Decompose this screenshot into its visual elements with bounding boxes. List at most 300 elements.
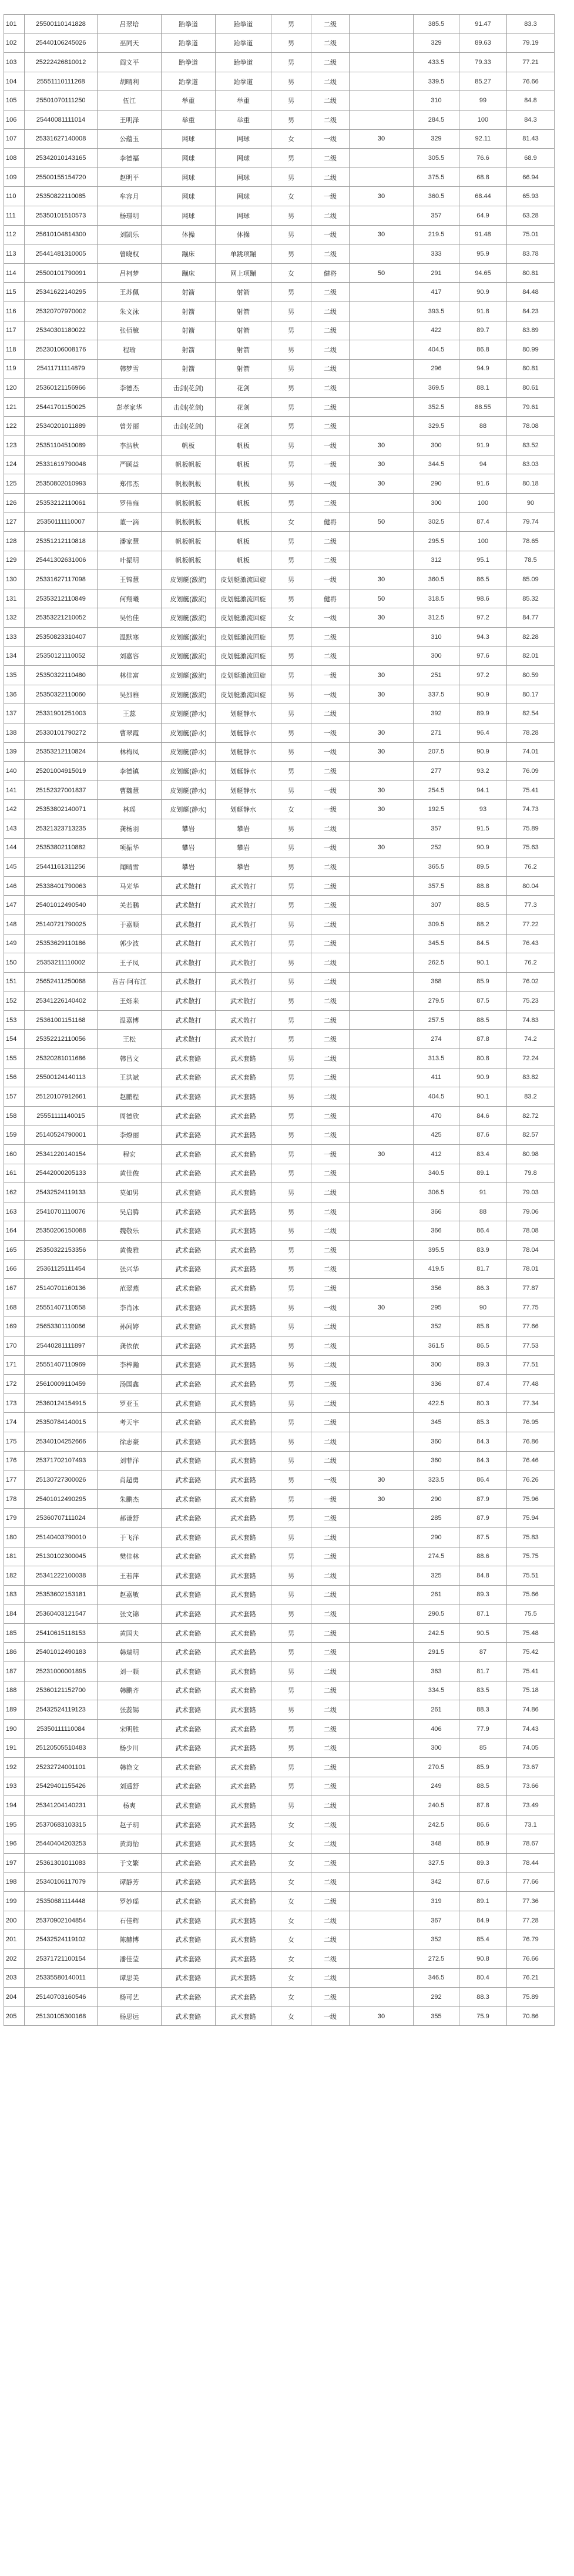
exam-number-cell: 25350784140015 xyxy=(25,1413,98,1432)
row-index-cell: 103 xyxy=(4,53,25,72)
bonus-points-cell xyxy=(350,1451,414,1470)
athlete-name-cell: 关若鹏 xyxy=(98,896,162,915)
gender-cell: 男 xyxy=(271,704,311,723)
gender-cell: 男 xyxy=(271,1413,311,1432)
culture-score-cell: 404.5 xyxy=(414,340,459,360)
athlete-name-cell: 吴怡佳 xyxy=(98,608,162,628)
culture-score-cell: 346.5 xyxy=(414,1968,459,1988)
total-score-cell: 83.2 xyxy=(507,1087,555,1107)
athlete-level-cell: 二级 xyxy=(311,15,350,34)
sport-event-cell: 皮划艇(静水) xyxy=(162,704,216,723)
table-row xyxy=(4,1030,555,1049)
table-row xyxy=(4,1930,555,1949)
total-score-cell: 78.67 xyxy=(507,1834,555,1854)
table-row xyxy=(4,129,555,149)
exam-number-cell: 25401012490295 xyxy=(25,1489,98,1509)
specialty-score-cell: 86.4 xyxy=(459,1470,507,1490)
row-index-cell: 195 xyxy=(4,1815,25,1834)
sport-event-cell: 武术套路 xyxy=(162,1451,216,1470)
row-index-cell: 142 xyxy=(4,800,25,819)
bonus-points-cell xyxy=(350,896,414,915)
bonus-points-cell xyxy=(350,857,414,877)
athlete-level-cell: 一级 xyxy=(311,570,350,589)
sport-event-cell: 武术套路 xyxy=(162,1796,216,1815)
culture-score-cell: 310 xyxy=(414,628,459,647)
table-row xyxy=(4,800,555,819)
bonus-points-cell xyxy=(350,1662,414,1681)
culture-score-cell: 302.5 xyxy=(414,512,459,532)
total-score-cell: 73.49 xyxy=(507,1796,555,1815)
exam-number-cell: 25350322110060 xyxy=(25,685,98,704)
sub-event-cell: 划艇静水 xyxy=(216,762,271,781)
sub-event-cell: 武术套路 xyxy=(216,1125,271,1145)
athlete-level-cell: 一级 xyxy=(311,742,350,762)
culture-score-cell: 393.5 xyxy=(414,302,459,321)
gender-cell: 男 xyxy=(271,1509,311,1528)
exam-number-cell: 25120505510483 xyxy=(25,1738,98,1758)
bonus-points-cell xyxy=(350,551,414,570)
total-score-cell: 84.8 xyxy=(507,91,555,110)
sport-event-cell: 射箭 xyxy=(162,321,216,340)
specialty-score-cell: 98.6 xyxy=(459,589,507,608)
sport-event-cell: 武术套路 xyxy=(162,1527,216,1547)
specialty-score-cell: 91.48 xyxy=(459,225,507,244)
table-row xyxy=(4,1547,555,1566)
exam-number-cell: 25350111110007 xyxy=(25,512,98,532)
sub-event-cell: 武术套路 xyxy=(216,1700,271,1720)
row-index-cell: 199 xyxy=(4,1892,25,1911)
bonus-points-cell xyxy=(350,876,414,896)
total-score-cell: 82.54 xyxy=(507,704,555,723)
athlete-level-cell: 二级 xyxy=(311,168,350,187)
specialty-score-cell: 90.8 xyxy=(459,1949,507,1968)
gender-cell: 女 xyxy=(271,263,311,283)
athlete-name-cell: 曹翠霞 xyxy=(98,723,162,742)
culture-score-cell: 277 xyxy=(414,762,459,781)
exam-number-cell: 25350121110052 xyxy=(25,646,98,666)
athlete-level-cell: 二级 xyxy=(311,1930,350,1949)
exam-number-cell: 25342010143165 xyxy=(25,149,98,168)
sport-event-cell: 武术套路 xyxy=(162,1259,216,1279)
gender-cell: 男 xyxy=(271,1700,311,1720)
athlete-level-cell: 二级 xyxy=(311,1375,350,1394)
specialty-score-cell: 88.6 xyxy=(459,1547,507,1566)
sport-event-cell: 武术套路 xyxy=(162,1470,216,1490)
gender-cell: 女 xyxy=(271,608,311,628)
specialty-score-cell: 76.6 xyxy=(459,149,507,168)
athlete-name-cell: 周德欣 xyxy=(98,1106,162,1125)
athlete-name-cell: 石佳辉 xyxy=(98,1911,162,1930)
total-score-cell: 77.53 xyxy=(507,1336,555,1355)
gender-cell: 男 xyxy=(271,53,311,72)
table-row xyxy=(4,838,555,857)
sub-event-cell: 网球 xyxy=(216,149,271,168)
culture-score-cell: 285 xyxy=(414,1509,459,1528)
specialty-score-cell: 94 xyxy=(459,455,507,474)
culture-score-cell: 329 xyxy=(414,34,459,53)
athlete-name-cell: 吴启腾 xyxy=(98,1202,162,1221)
gender-cell: 男 xyxy=(271,723,311,742)
specialty-score-cell: 88.5 xyxy=(459,896,507,915)
gender-cell: 男 xyxy=(271,838,311,857)
athlete-level-cell: 一级 xyxy=(311,455,350,474)
total-score-cell: 75.23 xyxy=(507,991,555,1011)
athlete-name-cell: 莫如男 xyxy=(98,1183,162,1202)
sub-event-cell: 武术套路 xyxy=(216,1509,271,1528)
bonus-points-cell: 30 xyxy=(350,666,414,685)
sport-event-cell: 武术套路 xyxy=(162,1202,216,1221)
table-row xyxy=(4,896,555,915)
exam-number-cell: 25232724001101 xyxy=(25,1758,98,1777)
exam-number-cell: 25353221210052 xyxy=(25,608,98,628)
gender-cell: 男 xyxy=(271,72,311,91)
athlete-name-cell: 韩艳文 xyxy=(98,1758,162,1777)
culture-score-cell: 307 xyxy=(414,896,459,915)
sport-event-cell: 攀岩 xyxy=(162,857,216,877)
athlete-level-cell: 二级 xyxy=(311,397,350,417)
table-body xyxy=(4,15,555,2026)
total-score-cell: 75.75 xyxy=(507,1547,555,1566)
sport-event-cell: 皮划艇(激流) xyxy=(162,589,216,608)
sub-event-cell: 皮划艇激流回旋 xyxy=(216,589,271,608)
sub-event-cell: 跆拳道 xyxy=(216,53,271,72)
athlete-name-cell: 王蕊 xyxy=(98,704,162,723)
athlete-name-cell: 温嘉博 xyxy=(98,1010,162,1030)
exam-number-cell: 25432524119133 xyxy=(25,1183,98,1202)
specialty-score-cell: 87.8 xyxy=(459,1030,507,1049)
bonus-points-cell xyxy=(350,1547,414,1566)
athlete-name-cell: 李浩秋 xyxy=(98,436,162,455)
specialty-score-cell: 91 xyxy=(459,1183,507,1202)
sport-event-cell: 举重 xyxy=(162,91,216,110)
total-score-cell: 78.08 xyxy=(507,1221,555,1241)
specialty-score-cell: 86.8 xyxy=(459,340,507,360)
table-row xyxy=(4,397,555,417)
total-score-cell: 80.17 xyxy=(507,685,555,704)
total-score-cell: 77.22 xyxy=(507,915,555,934)
bonus-points-cell xyxy=(350,1892,414,1911)
sport-event-cell: 武术套路 xyxy=(162,1719,216,1738)
total-score-cell: 84.77 xyxy=(507,608,555,628)
row-index-cell: 163 xyxy=(4,1202,25,1221)
sub-event-cell: 网上项蹦 xyxy=(216,263,271,283)
bonus-points-cell xyxy=(350,1758,414,1777)
athlete-name-cell: 罗妙瑶 xyxy=(98,1892,162,1911)
bonus-points-cell xyxy=(350,1527,414,1547)
total-score-cell: 80.81 xyxy=(507,359,555,378)
sport-event-cell: 武术套路 xyxy=(162,1604,216,1624)
exam-number-cell: 25371721100154 xyxy=(25,1949,98,1968)
total-score-cell: 74.2 xyxy=(507,1030,555,1049)
athlete-name-cell: 李德镇 xyxy=(98,762,162,781)
sub-event-cell: 武术套路 xyxy=(216,1643,271,1662)
total-score-cell: 76.95 xyxy=(507,1413,555,1432)
specialty-score-cell: 88.2 xyxy=(459,915,507,934)
bonus-points-cell xyxy=(350,1815,414,1834)
row-index-cell: 193 xyxy=(4,1777,25,1796)
sub-event-cell: 帆板 xyxy=(216,474,271,494)
specialty-score-cell: 87.5 xyxy=(459,991,507,1011)
sub-event-cell: 射箭 xyxy=(216,283,271,302)
athlete-level-cell: 二级 xyxy=(311,1662,350,1681)
culture-score-cell: 355 xyxy=(414,2006,459,2026)
sport-event-cell: 武术套路 xyxy=(162,1681,216,1700)
athlete-level-cell: 二级 xyxy=(311,1010,350,1030)
culture-score-cell: 290 xyxy=(414,1489,459,1509)
athlete-level-cell: 二级 xyxy=(311,1030,350,1049)
culture-score-cell: 257.5 xyxy=(414,1010,459,1030)
exam-number-cell: 25652411250068 xyxy=(25,972,98,991)
exam-number-cell: 25341622140295 xyxy=(25,283,98,302)
exam-number-cell: 25335580140011 xyxy=(25,1968,98,1988)
athlete-name-cell: 赵鹏程 xyxy=(98,1087,162,1107)
row-index-cell: 191 xyxy=(4,1738,25,1758)
exam-number-cell: 25230106008176 xyxy=(25,340,98,360)
row-index-cell: 110 xyxy=(4,187,25,206)
specialty-score-cell: 80.8 xyxy=(459,1049,507,1068)
culture-score-cell: 369.5 xyxy=(414,378,459,398)
total-score-cell: 76.43 xyxy=(507,934,555,953)
total-score-cell: 73.66 xyxy=(507,1777,555,1796)
athlete-name-cell: 谭思美 xyxy=(98,1968,162,1988)
table-row xyxy=(4,1068,555,1087)
specialty-score-cell: 88.5 xyxy=(459,1777,507,1796)
culture-score-cell: 274 xyxy=(414,1030,459,1049)
culture-score-cell: 356 xyxy=(414,1279,459,1298)
culture-score-cell: 352 xyxy=(414,1930,459,1949)
gender-cell: 男 xyxy=(271,436,311,455)
athlete-name-cell: 王洪斌 xyxy=(98,1068,162,1087)
table-row xyxy=(4,340,555,360)
sport-event-cell: 击剑(花剑) xyxy=(162,378,216,398)
athlete-name-cell: 曾晓权 xyxy=(98,244,162,264)
gender-cell: 男 xyxy=(271,570,311,589)
table-row xyxy=(4,1585,555,1604)
athlete-level-cell: 一级 xyxy=(311,1489,350,1509)
exam-number-cell: 25441701150025 xyxy=(25,397,98,417)
bonus-points-cell xyxy=(350,762,414,781)
table-row xyxy=(4,1623,555,1643)
sport-event-cell: 皮划艇(静水) xyxy=(162,742,216,762)
table-row xyxy=(4,589,555,608)
specialty-score-cell: 93.2 xyxy=(459,762,507,781)
sub-event-cell: 划艇静水 xyxy=(216,780,271,800)
specialty-score-cell: 85 xyxy=(459,1738,507,1758)
gender-cell: 男 xyxy=(271,1221,311,1241)
total-score-cell: 75.96 xyxy=(507,1489,555,1509)
sub-event-cell: 武术散打 xyxy=(216,876,271,896)
table-row xyxy=(4,1010,555,1030)
row-index-cell: 145 xyxy=(4,857,25,877)
row-index-cell: 182 xyxy=(4,1566,25,1586)
total-score-cell: 79.06 xyxy=(507,1202,555,1221)
culture-score-cell: 357 xyxy=(414,819,459,838)
row-index-cell: 115 xyxy=(4,283,25,302)
table-row xyxy=(4,91,555,110)
row-index-cell: 174 xyxy=(4,1413,25,1432)
gender-cell: 男 xyxy=(271,666,311,685)
gender-cell: 男 xyxy=(271,646,311,666)
culture-score-cell: 305.5 xyxy=(414,149,459,168)
row-index-cell: 185 xyxy=(4,1623,25,1643)
table-row xyxy=(4,1872,555,1892)
table-row xyxy=(4,1758,555,1777)
sub-event-cell: 武术套路 xyxy=(216,1815,271,1834)
specialty-score-cell: 90.9 xyxy=(459,685,507,704)
sub-event-cell: 皮划艇激流回旋 xyxy=(216,666,271,685)
sub-event-cell: 武术套路 xyxy=(216,1892,271,1911)
table-row xyxy=(4,819,555,838)
gender-cell: 男 xyxy=(271,15,311,34)
gender-cell: 男 xyxy=(271,1336,311,1355)
culture-score-cell: 261 xyxy=(414,1700,459,1720)
bonus-points-cell xyxy=(350,302,414,321)
gender-cell: 男 xyxy=(271,876,311,896)
athlete-name-cell: 赵嘉敏 xyxy=(98,1585,162,1604)
row-index-cell: 154 xyxy=(4,1030,25,1049)
row-index-cell: 132 xyxy=(4,608,25,628)
sport-event-cell: 武术散打 xyxy=(162,972,216,991)
bonus-points-cell xyxy=(350,206,414,225)
athlete-level-cell: 一级 xyxy=(311,608,350,628)
specialty-score-cell: 94.65 xyxy=(459,263,507,283)
culture-score-cell: 365.5 xyxy=(414,857,459,877)
specialty-score-cell: 86.6 xyxy=(459,1815,507,1834)
total-score-cell: 82.28 xyxy=(507,628,555,647)
row-index-cell: 141 xyxy=(4,780,25,800)
culture-score-cell: 251 xyxy=(414,666,459,685)
sub-event-cell: 帆板 xyxy=(216,551,271,570)
total-score-cell: 74.43 xyxy=(507,1719,555,1738)
sub-event-cell: 举重 xyxy=(216,110,271,129)
table-row xyxy=(4,512,555,532)
specialty-score-cell: 88 xyxy=(459,1202,507,1221)
sub-event-cell: 武术散打 xyxy=(216,1030,271,1049)
bonus-points-cell xyxy=(350,1221,414,1241)
gender-cell: 女 xyxy=(271,1968,311,1988)
specialty-score-cell: 89.5 xyxy=(459,857,507,877)
sub-event-cell: 武术套路 xyxy=(216,1662,271,1681)
sub-event-cell: 武术套路 xyxy=(216,1777,271,1796)
sub-event-cell: 武术套路 xyxy=(216,1298,271,1317)
specialty-score-cell: 84.5 xyxy=(459,934,507,953)
culture-score-cell: 357.5 xyxy=(414,876,459,896)
athlete-level-cell: 二级 xyxy=(311,34,350,53)
sub-event-cell: 单跳项蹦 xyxy=(216,244,271,264)
specialty-score-cell: 88.1 xyxy=(459,378,507,398)
exam-number-cell: 25353602153181 xyxy=(25,1585,98,1604)
specialty-score-cell: 95.9 xyxy=(459,244,507,264)
row-index-cell: 147 xyxy=(4,896,25,915)
culture-score-cell: 290 xyxy=(414,1527,459,1547)
sub-event-cell: 举重 xyxy=(216,91,271,110)
specialty-score-cell: 96.4 xyxy=(459,723,507,742)
specialty-score-cell: 91.9 xyxy=(459,436,507,455)
total-score-cell: 80.61 xyxy=(507,378,555,398)
athlete-name-cell: 黄佳俊 xyxy=(98,1164,162,1183)
row-index-cell: 156 xyxy=(4,1068,25,1087)
sport-event-cell: 武术散打 xyxy=(162,1030,216,1049)
gender-cell: 男 xyxy=(271,340,311,360)
total-score-cell: 75.18 xyxy=(507,1681,555,1700)
table-row xyxy=(4,876,555,896)
athlete-name-cell: 魏敬乐 xyxy=(98,1221,162,1241)
athlete-level-cell: 二级 xyxy=(311,1854,350,1873)
row-index-cell: 134 xyxy=(4,646,25,666)
athlete-level-cell: 二级 xyxy=(311,915,350,934)
total-score-cell: 74.05 xyxy=(507,1738,555,1758)
athlete-name-cell: 范翠燕 xyxy=(98,1279,162,1298)
row-index-cell: 178 xyxy=(4,1489,25,1509)
row-index-cell: 164 xyxy=(4,1221,25,1241)
bonus-points-cell xyxy=(350,1125,414,1145)
specialty-score-cell: 99 xyxy=(459,91,507,110)
bonus-points-cell xyxy=(350,1068,414,1087)
culture-score-cell: 360.5 xyxy=(414,570,459,589)
athlete-level-cell: 二级 xyxy=(311,704,350,723)
sport-event-cell: 皮划艇(激流) xyxy=(162,628,216,647)
specialty-score-cell: 90 xyxy=(459,1298,507,1317)
gender-cell: 男 xyxy=(271,762,311,781)
culture-score-cell: 404.5 xyxy=(414,1087,459,1107)
athlete-level-cell: 二级 xyxy=(311,302,350,321)
bonus-points-cell xyxy=(350,34,414,53)
total-score-cell: 83.3 xyxy=(507,15,555,34)
exam-number-cell: 25201004915019 xyxy=(25,762,98,781)
sport-event-cell: 射箭 xyxy=(162,283,216,302)
athlete-level-cell: 二级 xyxy=(311,1068,350,1087)
exam-number-cell: 25353802110882 xyxy=(25,838,98,857)
athlete-name-cell: 肖超勇 xyxy=(98,1470,162,1490)
bonus-points-cell xyxy=(350,359,414,378)
specialty-score-cell: 100 xyxy=(459,110,507,129)
sport-event-cell: 跆拳道 xyxy=(162,53,216,72)
bonus-points-cell xyxy=(350,991,414,1011)
bonus-points-cell xyxy=(350,972,414,991)
exam-number-cell: 25653301110066 xyxy=(25,1317,98,1336)
row-index-cell: 186 xyxy=(4,1643,25,1662)
specialty-score-cell: 90.1 xyxy=(459,953,507,973)
total-score-cell: 79.8 xyxy=(507,1164,555,1183)
gender-cell: 男 xyxy=(271,953,311,973)
athlete-level-cell: 二级 xyxy=(311,1241,350,1260)
bonus-points-cell: 30 xyxy=(350,1470,414,1490)
row-index-cell: 160 xyxy=(4,1145,25,1164)
table-row xyxy=(4,1202,555,1221)
table-row xyxy=(4,1643,555,1662)
athlete-name-cell: 闻晴雪 xyxy=(98,857,162,877)
specialty-score-cell: 90.9 xyxy=(459,742,507,762)
sport-event-cell: 武术套路 xyxy=(162,1872,216,1892)
athlete-name-cell: 王苏佩 xyxy=(98,283,162,302)
athlete-name-cell: 牟容月 xyxy=(98,187,162,206)
exam-number-cell: 25120107912661 xyxy=(25,1087,98,1107)
gender-cell: 男 xyxy=(271,857,311,877)
sport-event-cell: 帆板 xyxy=(162,436,216,455)
table-row xyxy=(4,168,555,187)
exam-number-cell: 25222426810012 xyxy=(25,53,98,72)
culture-score-cell: 433.5 xyxy=(414,53,459,72)
bonus-points-cell xyxy=(350,532,414,551)
sport-event-cell: 武术套路 xyxy=(162,1758,216,1777)
row-index-cell: 162 xyxy=(4,1183,25,1202)
total-score-cell: 85.32 xyxy=(507,589,555,608)
specialty-score-cell: 77.9 xyxy=(459,1719,507,1738)
gender-cell: 男 xyxy=(271,225,311,244)
gender-cell: 男 xyxy=(271,1010,311,1030)
athlete-level-cell: 二级 xyxy=(311,551,350,570)
total-score-cell: 84.3 xyxy=(507,110,555,129)
